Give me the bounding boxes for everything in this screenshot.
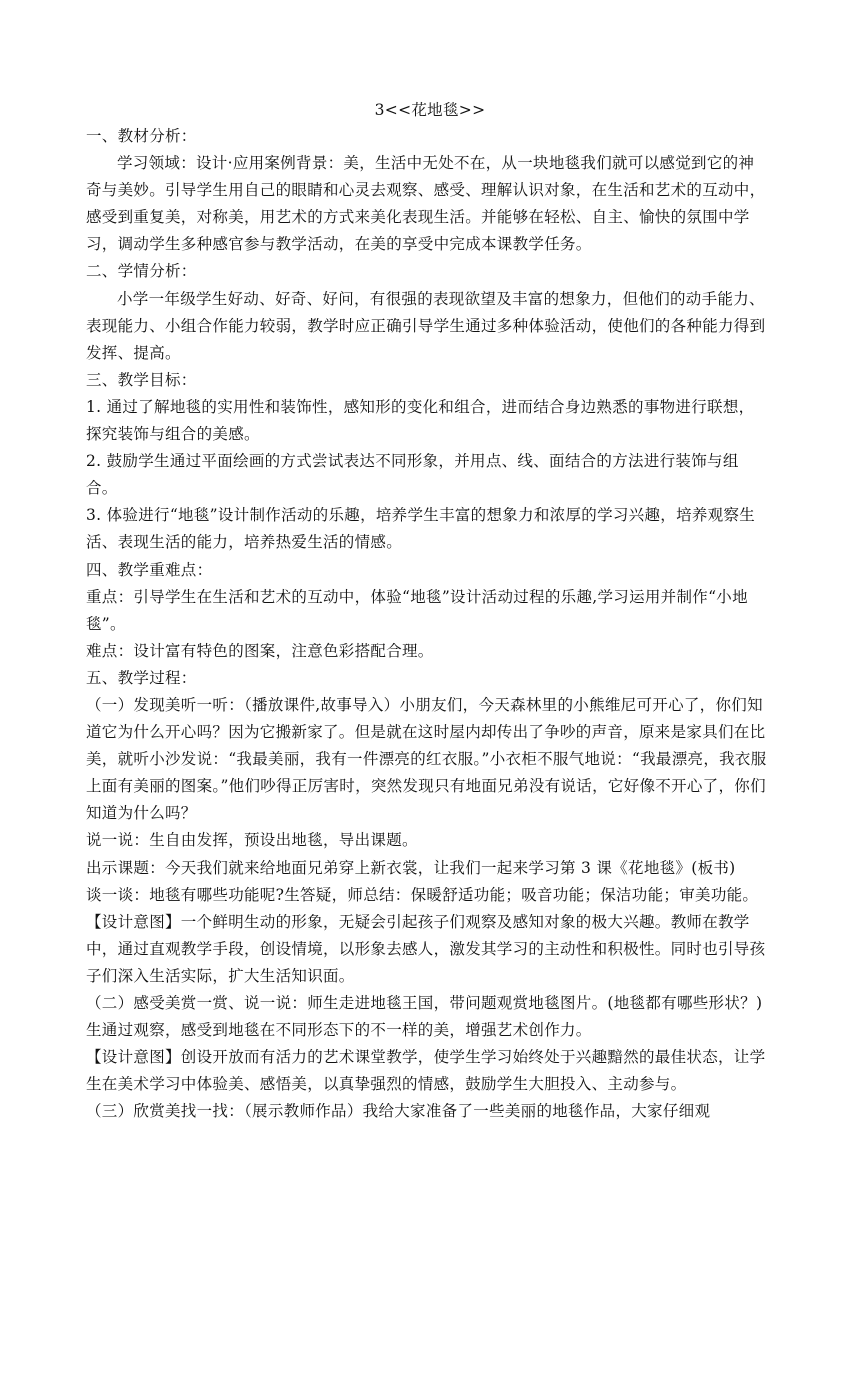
paragraph: 【设计意图】一个鲜明生动的形象，无疑会引起孩子们观察及感知对象的极大兴趣。教师在教学中，通过直观教学手段，创设情境，以形象去感人，激发其学习的主动性和积极性。同时也引导孩子们深入生活实际，扩大生活知识面。 bbox=[86, 912, 766, 985]
paragraph: 出示课题：今天我们就来给地面兄弟穿上新衣裳，让我们一起来学习第 3 课《花地毯》(板书) bbox=[86, 858, 736, 877]
document-title: 3<<花地毯>> bbox=[374, 101, 486, 119]
paragraph: 谈一谈：地毯有哪些功能呢?生答疑，师总结：保暖舒适功能；吸音功能；保洁功能；审美功能。 bbox=[86, 885, 759, 904]
document-body bbox=[86, 123, 770, 1125]
paragraph: 1. 通过了解地毯的实用性和装饰性，感知形的变化和组合，进而结合身边熟悉的事物进行联想，探究装饰与组合的美感。 bbox=[86, 397, 755, 444]
paragraph: （二）感受美赏一赏、说一说：师生走进地毯王国，带问题观赏地毯图片。(地毯都有哪些形状？) 生通过观察，感受到地毯在不同形态下的不一样的美，增强艺术创作力。 bbox=[86, 994, 763, 1040]
paragraph: 学习领域：设计·应用案例背景：美，生活中无处不在，从一块地毯我们就可以感觉到它的神奇与美妙。引导学生用自己的眼睛和心灵去观察、感受、理解认识对象，在生活和艺术的互动中，感受到重复美，对称美，用艺术的方式来美化表现生活。并能够在轻松、自主、愉快的氛围中学习，调动学生多种感官参与教学活动，在美的享受中完成本课教学任务。 bbox=[86, 154, 766, 254]
paragraph: 小学一年级学生好动、好奇、好问，有很强的表现欲望及丰富的想象力，但他们的动手能力、表现能力、小组合作能力较弱，教学时应正确引导学生通过多种体验活动，使他们的各种能力得到发挥、提高。 bbox=[86, 289, 766, 362]
paragraph: 二、学情分析： bbox=[86, 262, 197, 281]
paragraph: 【设计意图】创设开放而有活力的艺术课堂教学，使学生学习始终处于兴趣黯然的最佳状态，让学生在美术学习中体验美、感悟美，以真挚强烈的情感，鼓励学生大胆投入、主动参与。 bbox=[86, 1048, 766, 1094]
paragraph: 难点：设计富有特色的图案，注意色彩搭配合理。 bbox=[86, 641, 434, 660]
paragraph: 2. 鼓励学生通过平面绘画的方式尝试表达不同形象，并用点、线、面结合的方法进行装饰与组合。 bbox=[86, 452, 739, 498]
paragraph: （三）欣赏美找一找：（展示教师作品）我给大家准备了一些美丽的地毯作品，大家仔细观 bbox=[86, 1102, 711, 1121]
paragraph: 三、教学目标： bbox=[86, 370, 197, 389]
paragraph: 说一说：生自由发挥，预设出地毯，导出课题。 bbox=[86, 831, 418, 850]
paragraph: 重点：引导学生在生活和艺术的互动中，体验“地毯”设计活动过程的乐趣,学习运用并制作“小地毯”。 bbox=[86, 587, 748, 633]
paragraph: 一、教材分析： bbox=[86, 127, 197, 145]
paragraph: 五、教学过程： bbox=[86, 668, 197, 687]
paragraph: （一）发现美听一听：（播放课件,故事导入）小朋友们，今天森林里的小熊维尼可开心了，你们知道它为什么开心吗？因为它搬新家了。但是就在这时屋内却传出了争吵的声音，原来是家具们在比美，就听小沙发说：“我最美丽，我有一件漂亮的红衣服。”小衣柜不服气地说：“我最漂亮，我衣服上面有美丽的图案。”他们吵得正厉害时，突然发现只有地面兄弟没有说话，它好像不开心了，你们知道为什么吗？ bbox=[86, 695, 767, 823]
paragraph: 四、教学重难点： bbox=[86, 560, 213, 579]
paragraph: 3. 体验进行“地毯”设计制作活动的乐趣，培养学生丰富的想象力和浓厚的学习兴趣，培养观察生活、表现生活的能力，培养热爱生活的情感。 bbox=[86, 506, 756, 552]
